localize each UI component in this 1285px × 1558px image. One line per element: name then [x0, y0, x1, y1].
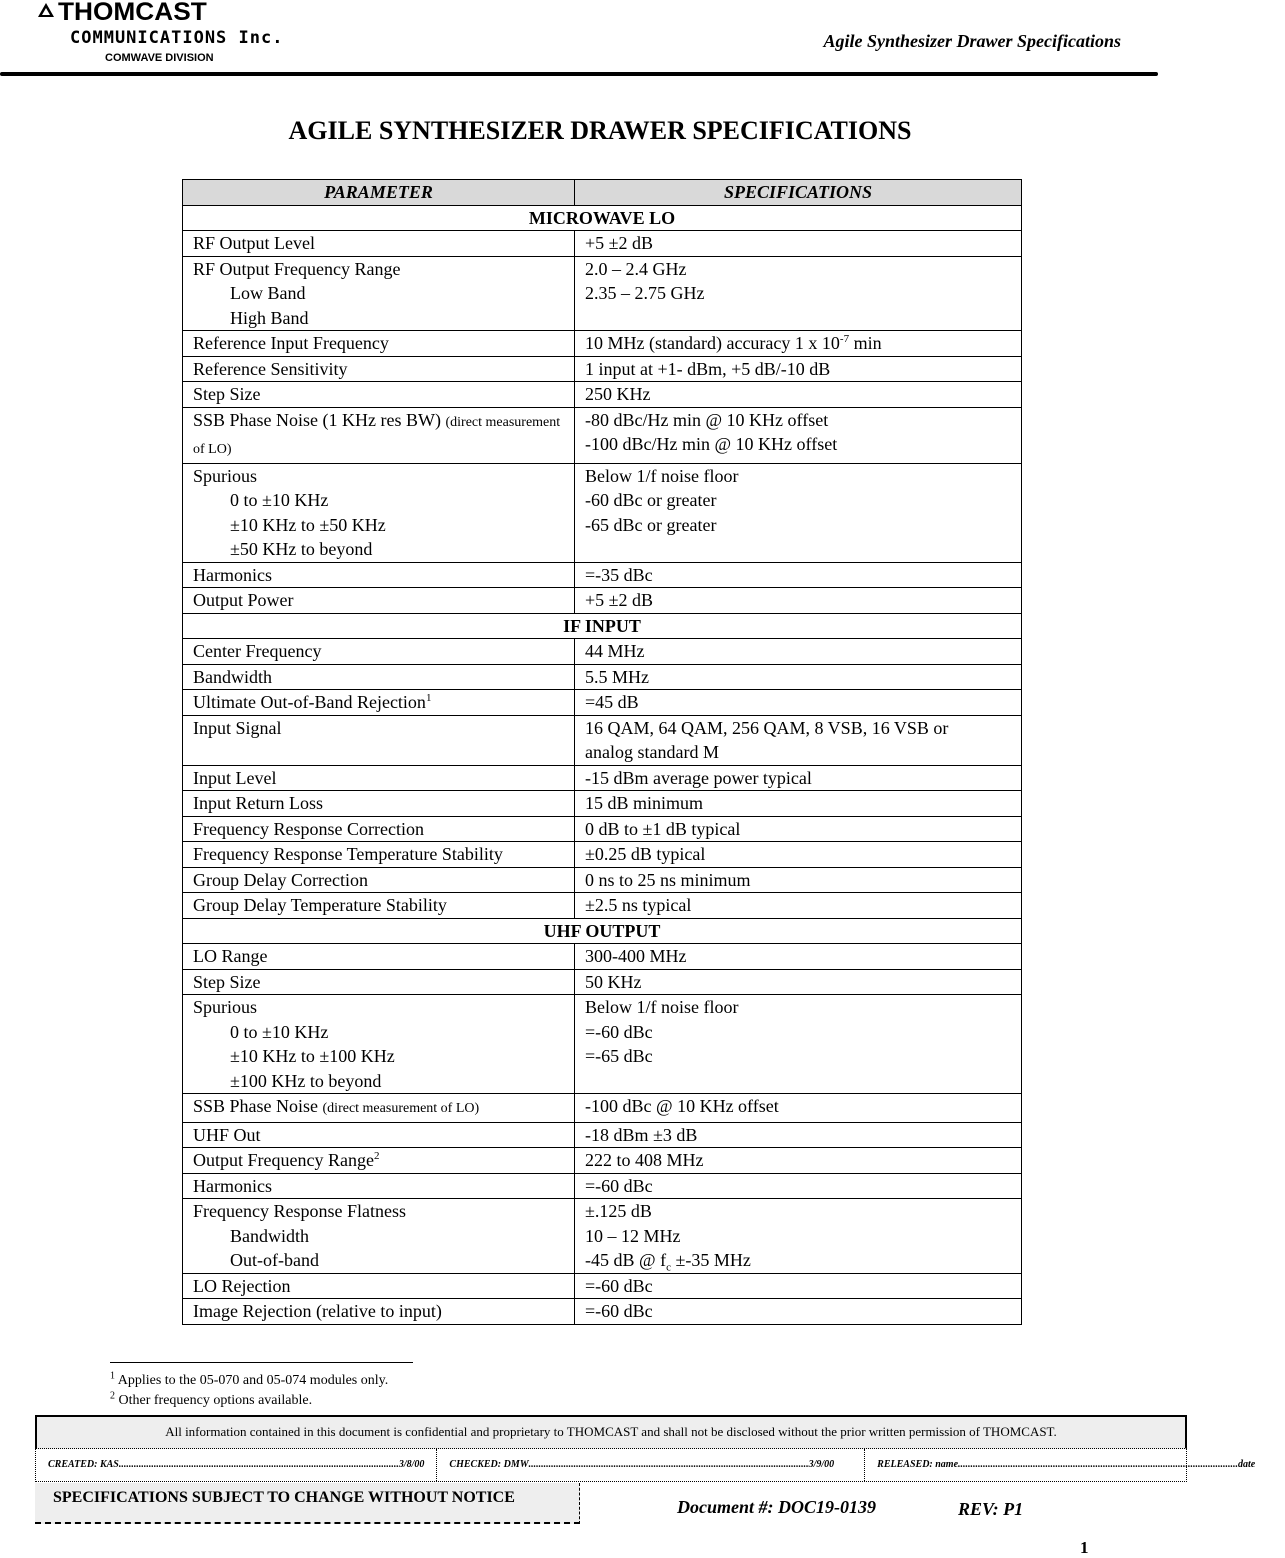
- table-row: [183, 1273, 1022, 1299]
- cell-line: [193, 1299, 564, 1324]
- specification-cell: [575, 893, 1022, 919]
- section-row: [183, 918, 1022, 944]
- cell-text: Center Frequency: [193, 641, 322, 661]
- cell-text: Spurious: [193, 465, 258, 486]
- parameter-cell: [183, 969, 575, 995]
- cell-line: [193, 513, 564, 538]
- cell-text: Reference Input Frequency: [193, 333, 389, 353]
- table-row: [183, 867, 1022, 893]
- parameter-cell: [183, 1148, 575, 1174]
- cell-text: 222 to 408 MHz: [585, 1150, 704, 1170]
- specification-cell: [575, 1199, 1022, 1274]
- table-row: [183, 356, 1022, 382]
- cell-line: [193, 563, 564, 588]
- table-row: [183, 1122, 1022, 1148]
- cell-line: [585, 231, 1011, 256]
- specification-cell: [575, 1299, 1022, 1325]
- cell-note: (direct measurement of LO): [322, 1101, 480, 1116]
- cell-line: [585, 1020, 1011, 1045]
- specification-cell: [575, 867, 1022, 893]
- cell-line: [585, 513, 1011, 538]
- subscript: c: [666, 1261, 671, 1274]
- parameter-cell: [183, 995, 575, 1094]
- table-row: [183, 231, 1022, 257]
- cell-text: 2.35 – 2.75 GHz: [585, 283, 705, 303]
- specification-cell: [575, 256, 1022, 331]
- cell-line: [193, 231, 564, 256]
- cell-text: Below 1/f noise floor: [585, 465, 739, 486]
- cell-line: [193, 281, 564, 306]
- section-row: [183, 205, 1022, 231]
- cell-line: [585, 1123, 1011, 1148]
- specification-cell: [575, 231, 1022, 257]
- cell-text: ±2.5 ns typical: [585, 895, 692, 915]
- cell-line: [585, 995, 1011, 1020]
- table-row: [183, 969, 1022, 995]
- cell-line: [193, 690, 564, 715]
- superscript: 1: [425, 692, 432, 704]
- specification-cell: [575, 1148, 1022, 1174]
- section-heading: IF INPUT: [183, 613, 1022, 639]
- document-number: Document #: DOC19-0139: [677, 1497, 876, 1517]
- cell-line: [193, 1094, 564, 1122]
- cell-line: [193, 868, 564, 893]
- parameter-cell: [183, 1122, 575, 1148]
- cell-text: 0 dB to ±1 dB typical: [585, 818, 741, 839]
- parameter-cell: [183, 1094, 575, 1123]
- cell-line: [193, 382, 564, 407]
- thomcast-logo-icon: [38, 3, 54, 19]
- specification-cell: [575, 1122, 1022, 1148]
- parameter-cell: [183, 791, 575, 817]
- cell-line: [585, 766, 1011, 791]
- cell-line: [193, 464, 564, 489]
- table-row: [183, 995, 1022, 1094]
- logo-company-subtitle: COMMUNICATIONS Inc.: [70, 28, 284, 48]
- cell-text: Output Frequency Range: [193, 1150, 374, 1170]
- logo-division: COMWAVE DIVISION: [105, 52, 214, 64]
- cell-line: [193, 1020, 564, 1045]
- table-row: [183, 1199, 1022, 1274]
- table-row: [183, 382, 1022, 408]
- cell-text: =-60 dBc: [585, 1275, 653, 1296]
- cell-text: UHF Out: [193, 1124, 261, 1145]
- cell-text: =-60 dBc: [585, 1021, 653, 1042]
- cell-line: [585, 665, 1011, 690]
- superscript: 2: [373, 1150, 380, 1162]
- cell-text: ±10 KHz to ±50 KHz: [230, 514, 386, 535]
- cell-text: -60 dBc or greater: [585, 490, 717, 510]
- table-row: [183, 1299, 1022, 1325]
- cell-text: RF Output Level: [193, 233, 315, 253]
- cell-line: [193, 639, 564, 664]
- cell-line: [585, 791, 1011, 816]
- cell-line: [585, 1044, 1011, 1069]
- cell-text: -45 dB @ f: [585, 1250, 667, 1270]
- cell-text: Bandwidth: [230, 1225, 309, 1246]
- cell-line: [193, 1044, 564, 1069]
- specification-cell: [575, 331, 1022, 357]
- section-heading: UHF OUTPUT: [183, 918, 1022, 944]
- cell-text: 2.0 – 2.4 GHz: [585, 258, 687, 279]
- cell-line: [585, 639, 1011, 664]
- cell-text: -18 dBm ±3 dB: [585, 1124, 698, 1145]
- cell-text: =-65 dBc: [585, 1046, 653, 1066]
- released-field: [865, 1449, 1285, 1481]
- cell-text: Harmonics: [193, 564, 272, 585]
- cell-line: [193, 306, 564, 331]
- cell-text: RF Output Frequency Range: [193, 258, 401, 279]
- cell-text: Ultimate Out-of-Band Rejection: [193, 692, 426, 712]
- specification-cell: [575, 715, 1022, 765]
- cell-line: [193, 716, 564, 741]
- cell-line: [193, 588, 564, 613]
- table-row: [183, 1094, 1022, 1123]
- page-number: 1: [1080, 1538, 1089, 1557]
- footnote-number: 1: [110, 1370, 115, 1382]
- table-row: [183, 765, 1022, 791]
- cell-text: 50 KHz: [585, 971, 642, 992]
- cell-text: 44 MHz: [585, 641, 645, 661]
- cell-text: SSB Phase Noise (1 KHz res BW): [193, 409, 446, 430]
- cell-note: (direct measurement of LO): [193, 414, 561, 457]
- cell-line: [585, 817, 1011, 842]
- parameter-cell: [183, 639, 575, 665]
- table-row: [183, 588, 1022, 614]
- specification-cell: [575, 995, 1022, 1094]
- specification-cell: [575, 588, 1022, 614]
- created-label: CREATED: KAS: [48, 1459, 119, 1470]
- specification-cell: [575, 407, 1022, 463]
- cell-text: ±100 KHz to beyond: [230, 1070, 382, 1091]
- specification-cell: [575, 944, 1022, 970]
- cell-line: [585, 842, 1011, 867]
- cell-line: [585, 281, 1011, 306]
- table-row: [183, 816, 1022, 842]
- cell-line: [585, 357, 1011, 382]
- cell-text: =-35 dBc: [585, 564, 653, 585]
- cell-line: [193, 944, 564, 969]
- cell-text: Spurious: [193, 997, 258, 1017]
- revision: REV: P1: [958, 1499, 1024, 1519]
- parameter-cell: [183, 1299, 575, 1325]
- cell-line: [585, 716, 1011, 741]
- cell-line: [585, 382, 1011, 407]
- cell-text: SSB Phase Noise: [193, 1096, 323, 1116]
- cell-text: Input Signal: [193, 717, 282, 738]
- cell-line: [193, 1123, 564, 1148]
- checked-label: CHECKED: DMW: [449, 1459, 529, 1470]
- cell-line: [193, 1224, 564, 1249]
- cell-line: [585, 331, 1011, 356]
- parameter-cell: [183, 816, 575, 842]
- parameter-cell: [183, 664, 575, 690]
- cell-line: [193, 357, 564, 382]
- parameter-cell: [183, 765, 575, 791]
- table-row: [183, 842, 1022, 868]
- cell-line: [585, 1274, 1011, 1299]
- cell-text: Harmonics: [193, 1175, 272, 1196]
- signoff-row: [35, 1449, 1256, 1482]
- footnote-text: Applies to the 05-070 and 05-074 modules only.: [115, 1373, 389, 1388]
- cell-line: [193, 1274, 564, 1299]
- cell-line: [585, 257, 1011, 282]
- released-date: date: [1238, 1459, 1256, 1470]
- table-row: [183, 1173, 1022, 1199]
- table-row: [183, 664, 1022, 690]
- cell-text: Frequency Response Correction: [193, 818, 424, 839]
- created-field: [36, 1449, 437, 1481]
- table-row: [183, 1148, 1022, 1174]
- cell-text: 5.5 MHz: [585, 666, 649, 687]
- cell-line: [193, 995, 564, 1020]
- cell-text: Group Delay Temperature Stability: [193, 895, 447, 915]
- cell-line: [193, 1174, 564, 1199]
- cell-text: LO Rejection: [193, 1275, 291, 1296]
- table-row: [183, 791, 1022, 817]
- cell-text: Image Rejection (relative to input): [193, 1301, 442, 1321]
- parameter-cell: [183, 407, 575, 463]
- parameter-cell: [183, 944, 575, 970]
- specifications-table: [182, 179, 1022, 1325]
- specification-cell: [575, 1173, 1022, 1199]
- cell-line: [193, 766, 564, 791]
- cell-text: =45 dB: [585, 692, 639, 712]
- cell-line: [193, 842, 564, 867]
- cell-text: LO Range: [193, 946, 268, 966]
- table-row: [183, 715, 1022, 765]
- cell-text: =-60 dBc: [585, 1175, 653, 1196]
- released-label: RELEASED: name: [877, 1459, 959, 1470]
- specification-cell: [575, 1094, 1022, 1123]
- cell-text: 1 input at +1- dBm, +5 dB/-10 dB: [585, 358, 831, 379]
- table-row: [183, 893, 1022, 919]
- cell-line: [585, 1148, 1011, 1173]
- cell-text: 300-400 MHz: [585, 946, 687, 966]
- created-date: 3/8/00: [398, 1459, 425, 1470]
- cell-text: Frequency Response Flatness: [193, 1201, 406, 1221]
- specification-cell: [575, 1273, 1022, 1299]
- cell-text: 250 KHz: [585, 384, 651, 404]
- cell-text: Step Size: [193, 971, 261, 992]
- specification-cell: [575, 842, 1022, 868]
- cell-line: [193, 893, 564, 918]
- parameter-cell: [183, 562, 575, 588]
- footnote-text: Other frequency options available.: [115, 1393, 313, 1408]
- footnote-number: 2: [110, 1390, 115, 1402]
- cell-text: Below 1/f noise floor: [585, 997, 739, 1017]
- cell-line: [585, 488, 1011, 513]
- cell-line: [585, 1248, 1011, 1273]
- cell-line: [193, 1069, 564, 1094]
- specification-cell: [575, 664, 1022, 690]
- running-header-title: Agile Synthesizer Drawer Specifications: [823, 31, 1121, 51]
- checked-date: 3/9/00: [808, 1459, 835, 1470]
- page-title: AGILE SYNTHESIZER DRAWER SPECIFICATIONS: [288, 116, 912, 145]
- parameter-cell: [183, 588, 575, 614]
- cell-line: [193, 1148, 564, 1173]
- table-row: [183, 690, 1022, 716]
- parameter-cell: [183, 356, 575, 382]
- cell-line: [585, 1199, 1011, 1224]
- column-header-parameter: PARAMETER: [183, 180, 575, 206]
- parameter-cell: [183, 690, 575, 716]
- cell-line: [585, 970, 1011, 995]
- cell-line: [193, 791, 564, 816]
- cell-text: ±50 KHz to beyond: [230, 539, 373, 559]
- parameter-cell: [183, 893, 575, 919]
- table-row: [183, 407, 1022, 463]
- parameter-cell: [183, 1173, 575, 1199]
- parameter-cell: [183, 256, 575, 331]
- specification-cell: [575, 690, 1022, 716]
- header-divider: [0, 72, 1158, 76]
- cell-text: 10 – 12 MHz: [585, 1225, 681, 1246]
- specification-cell: [575, 382, 1022, 408]
- cell-line: [585, 464, 1011, 489]
- cell-text: Input Level: [193, 767, 277, 788]
- specification-cell: [575, 639, 1022, 665]
- cell-line: [193, 257, 564, 282]
- parameter-cell: [183, 867, 575, 893]
- checked-field: [437, 1449, 865, 1481]
- cell-line: [193, 665, 564, 690]
- cell-text: =-60 dBc: [585, 1301, 653, 1321]
- cell-line: [193, 1248, 564, 1273]
- section-heading: MICROWAVE LO: [183, 205, 1022, 231]
- cell-text: Step Size: [193, 384, 261, 404]
- cell-text: 0 to ±10 KHz: [230, 490, 329, 510]
- cell-text: ±0.25 dB typical: [585, 844, 706, 864]
- specification-cell: [575, 562, 1022, 588]
- footnote-1: [110, 1370, 389, 1389]
- change-notice: SPECIFICATIONS SUBJECT TO CHANGE WITHOUT NOTICE: [35, 1483, 580, 1524]
- parameter-cell: [183, 463, 575, 562]
- cell-line: [193, 488, 564, 513]
- cell-text: -65 dBc or greater: [585, 514, 717, 535]
- cell-text: Out-of-band: [230, 1250, 319, 1270]
- parameter-cell: [183, 382, 575, 408]
- cell-line: [193, 970, 564, 995]
- cell-text: Low Band: [230, 283, 306, 303]
- cell-text: 15 dB minimum: [585, 793, 704, 813]
- cell-text: Input Return Loss: [193, 793, 323, 813]
- footnote-2: [110, 1390, 313, 1409]
- cell-text: 0 ns to 25 ns minimum: [585, 869, 751, 890]
- cell-line: [585, 690, 1011, 715]
- cell-text: Group Delay Correction: [193, 869, 368, 890]
- logo-company-name: THOMCAST: [58, 0, 207, 26]
- table-row: [183, 463, 1022, 562]
- cell-text: +5 ±2 dB: [585, 590, 654, 610]
- parameter-cell: [183, 1273, 575, 1299]
- cell-line: [193, 817, 564, 842]
- table-row: [183, 256, 1022, 331]
- cell-line: [585, 408, 1011, 433]
- section-row: [183, 613, 1022, 639]
- specification-cell: [575, 816, 1022, 842]
- parameter-cell: [183, 331, 575, 357]
- parameter-cell: [183, 842, 575, 868]
- cell-line: [193, 331, 564, 356]
- cell-line: [585, 563, 1011, 588]
- cell-line: [585, 944, 1011, 969]
- cell-text: High Band: [230, 307, 309, 328]
- footnote-divider: [110, 1362, 413, 1363]
- table-row: [183, 639, 1022, 665]
- specification-cell: [575, 969, 1022, 995]
- table-row: [183, 331, 1022, 357]
- cell-line: [585, 1224, 1011, 1249]
- superscript: -7: [839, 333, 850, 345]
- cell-line: [585, 1299, 1011, 1324]
- specification-cell: [575, 356, 1022, 382]
- cell-line: [193, 408, 564, 463]
- cell-line: [193, 537, 564, 562]
- cell-text: -80 dBc/Hz min @ 10 KHz offset: [585, 409, 829, 430]
- cell-text: 10 MHz (standard) accuracy 1 x 10: [585, 333, 840, 353]
- table-row: [183, 562, 1022, 588]
- table-row: [183, 944, 1022, 970]
- cell-line: [585, 893, 1011, 918]
- cell-text: -100 dBc/Hz min @ 10 KHz offset: [585, 434, 838, 454]
- cell-text: ±-35 MHz: [670, 1250, 751, 1270]
- parameter-cell: [183, 231, 575, 257]
- specification-cell: [575, 463, 1022, 562]
- cell-text: ±.125 dB: [585, 1201, 652, 1221]
- cell-text: min: [849, 333, 882, 353]
- cell-text: analog standard M: [585, 742, 719, 762]
- confidentiality-notice: All information contained in this document is confidential and proprietary to THOMCAST and shall not be disclosed without the prior written permission of THOMCAST.: [35, 1415, 1187, 1449]
- cell-line: [585, 588, 1011, 613]
- cell-text: 0 to ±10 KHz: [230, 1021, 329, 1042]
- specification-cell: [575, 765, 1022, 791]
- cell-text: Frequency Response Temperature Stability: [193, 844, 503, 864]
- parameter-cell: [183, 715, 575, 765]
- cell-text: +5 ±2 dB: [585, 233, 654, 253]
- cell-text: -15 dBm average power typical: [585, 767, 812, 788]
- cell-line: [585, 432, 1011, 457]
- cell-text: ±10 KHz to ±100 KHz: [230, 1046, 395, 1066]
- cell-line: [193, 1199, 564, 1224]
- cell-text: Output Power: [193, 590, 294, 610]
- cell-line: [585, 1174, 1011, 1199]
- cell-text: Reference Sensitivity: [193, 358, 348, 379]
- cell-text: -100 dBc @ 10 KHz offset: [585, 1096, 779, 1116]
- cell-line: [585, 1094, 1011, 1119]
- cell-line: [585, 868, 1011, 893]
- column-header-specifications: SPECIFICATIONS: [575, 180, 1022, 206]
- parameter-cell: [183, 1199, 575, 1274]
- cell-line: [585, 740, 1011, 765]
- cell-text: 16 QAM, 64 QAM, 256 QAM, 8 VSB, 16 VSB or: [585, 717, 949, 738]
- specification-cell: [575, 791, 1022, 817]
- cell-text: Bandwidth: [193, 666, 272, 687]
